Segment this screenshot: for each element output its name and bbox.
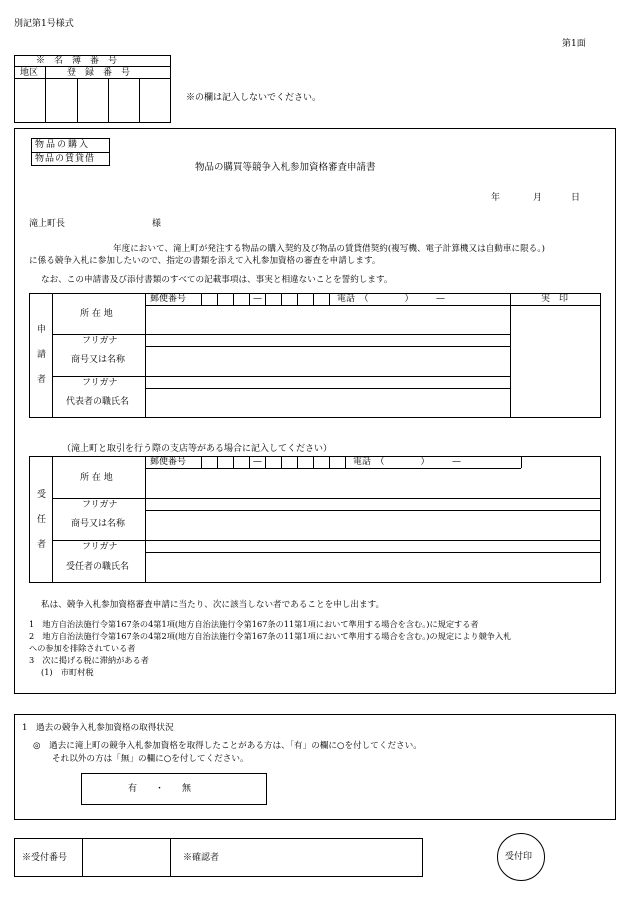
body-line-2: に係る競争入札に参加したいので、指定の書類を添えて入札参加資格の審査を申請します。 [29, 256, 381, 266]
applicant-side-2: 請 [37, 350, 47, 360]
form-id: 別記第1号様式 [14, 19, 74, 29]
agent-furigana-1: フリガナ [82, 500, 118, 510]
applicant-postal-dash: — [253, 294, 262, 304]
past-instruction-2: それ以外の方は「無」の欄に○を付してください。 [52, 754, 249, 764]
applicant-postal-label: 郵便番号 [150, 294, 187, 304]
addressee-name: 滝上町長 [29, 219, 66, 229]
past-choice-label: 有 ・ 無 [128, 784, 192, 794]
item-2: 2 地方自治法施行令第167条の4第2項(地方自治法施行令第167条の11第1項において準用する場合を含む。)の規定により競争入札 [29, 631, 512, 641]
agent-furigana-2: フリガナ [82, 542, 118, 552]
body-line-1: 年度において、滝上町が発注する物品の購入契約及び物品の賃貸借契約(複写機、電子計算機又は自動車に限る。) [113, 244, 545, 254]
register-header: ※ 名 簿 番 号 [36, 56, 118, 66]
date-month: 月 [533, 193, 543, 203]
date-year: 年 [491, 193, 501, 203]
applicant-address-label: 所 在 地 [80, 309, 113, 319]
date-day: 日 [571, 193, 581, 203]
past-heading: 1 過去の競争入札参加資格の取得状況 [22, 723, 174, 733]
declaration: 私は、競争入札参加資格審査申請に当たり、次に該当しない者であることを申し出ます。 [41, 600, 385, 610]
applicant-trade-name-label: 商号又は名称 [71, 355, 126, 365]
applicant-furigana-2: フリガナ [82, 378, 118, 388]
page-title: 物品の購買等競争入札参加資格審査申請書 [195, 162, 376, 173]
col-area-label: 地区 [20, 68, 39, 78]
item-3-sub-1: (1) 市町村税 [41, 667, 94, 677]
applicant-seal-label: 実 印 [541, 294, 569, 304]
checker-label: ※確認者 [183, 853, 220, 863]
register-note: ※の欄は記入しないでください。 [186, 93, 322, 103]
type-purchase: 物品の購入 [35, 140, 91, 150]
agent-phone-label: 電話 （ ） — [353, 457, 462, 467]
item-2-cont: への参加を排除されている者 [29, 643, 136, 653]
past-instruction-1: ◎ 過去に滝上町の競争入札参加資格を取得したことがある方は、「有」の欄に○を付してください。 [33, 741, 422, 751]
item-1: 1 地方自治法施行令第167条の4第1項(地方自治法施行令第167条の11第1項において準用する場合を含む。)に規定する者 [29, 619, 479, 629]
item-3: 3 次に掲げる税に滞納がある者 [29, 655, 149, 665]
agent-side-3: 者 [37, 540, 47, 550]
agent-postal-dash: — [253, 457, 262, 467]
agent-trade-name-label: 商号又は名称 [71, 519, 126, 529]
agent-rep-label: 受任者の職氏名 [66, 562, 130, 572]
applicant-side-1: 申 [37, 325, 47, 335]
agent-side-1: 受 [37, 490, 47, 500]
addressee-suffix: 様 [152, 219, 162, 229]
type-lease: 物品の賃貸借 [35, 154, 96, 164]
page-label: 第1面 [562, 39, 586, 49]
col-reg-label: 登 録 番 号 [67, 68, 131, 78]
body-line-3: なお、この申請書及び添付書類のすべての記載事項は、事実と相違ないことを誓約します。 [41, 275, 393, 285]
agent-address-label: 所 在 地 [80, 473, 113, 483]
receipt-number-label: ※受付番号 [22, 853, 68, 863]
applicant-rep-label: 代表者の職氏名 [66, 397, 130, 407]
agent-side-2: 任 [37, 515, 47, 525]
branch-note: （滝上町と取引を行う際の支店等がある場合に記入してください） [62, 444, 333, 454]
applicant-furigana-1: フリガナ [82, 336, 118, 346]
applicant-side-3: 者 [37, 375, 47, 385]
agent-postal-label: 郵便番号 [150, 457, 187, 467]
applicant-phone-label: 電話 （ ） — [337, 294, 446, 304]
receipt-stamp-label: 受付印 [505, 852, 533, 862]
